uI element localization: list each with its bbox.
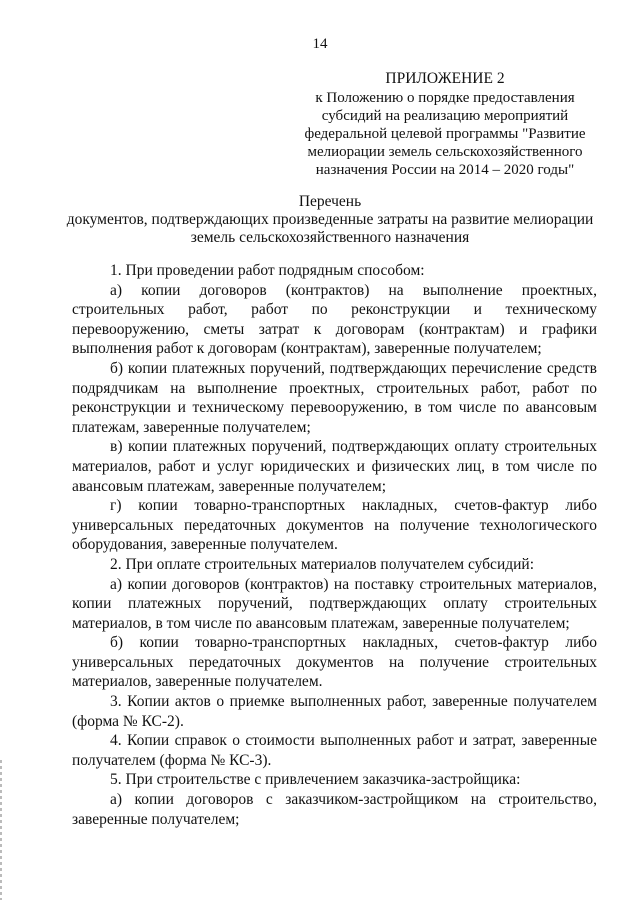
title-line-1: Перечень [298,193,362,210]
page-number: 14 [312,36,328,52]
paragraph-5a: а) копии договоров с заказчиком-застройщиком на строительство, заверенные получателем; [72,791,597,828]
paragraph-1a: а) копии договоров (контрактов) на выполнение проектных, строительных работ, работ по реконструкции и техническому перевооружению, сметы затрат к договорам (контрактам) и графики выполнения работ к договорам (контрактам), заверенные получателем; [72,281,597,358]
paragraph-2a: а) копии договоров (контрактов) на поставку строительных материалов, копии платежных поручений, подтверждающих оплату строительных материалов, в том числе по авансовым платежам, заверенные получателем; [72,575,597,632]
paragraph-5: 5. При строительстве с привлечением заказчика-застройщика: [110,771,521,789]
appendix-heading: ПРИЛОЖЕНИЕ 2 [385,70,505,87]
scan-edge-mark [0,760,2,900]
paragraph-1: 1. При проведении работ подрядным способом: [110,262,425,279]
paragraph-1d: г) копии товарно-транспортных накладных, счетов-фактур либо универсальных передаточных документов на получение технологического оборудования, заверенные получателем. [72,497,597,554]
paragraph-4: 4. Копии справок о стоимости выполненных работ и затрат, заверенные получателем (форма № КС-3). [72,732,597,769]
appendix-subtitle: к Положению о порядке предоставления субсидий на реализацию мероприятий федеральной целевой программы "Развитие мелиорации земель сельскохозяйственного назначения России на 2014 – 2020 годы" [304,90,586,178]
paragraph-3: 3. Копии актов о приемке выполненных работ, заверенные получателем (форма № КС-2). [72,693,597,730]
paragraph-2: 2. При оплате строительных материалов получателем субсидий: [110,555,535,573]
title-line-2: документов, подтверждающих произведенные затраты на развитие мелиорации земель сельскохозяйственного назначения [66,211,594,246]
paragraph-1c: в) копии платежных поручений, подтверждающих оплату строительных материалов, работ и услуг юридических и физических лиц, в том числе по авансовым платежам, заверенные получателем; [72,438,597,495]
paragraph-2b: б) копии товарно-транспортных накладных, счетов-фактур либо универсальных передаточных документов на получение строительных материалов, заверенные получателем. [72,634,597,691]
paragraph-1b: б) копии платежных поручений, подтверждающих перечисление средств подрядчикам на выполнение проектных, строительных работ, работ по реконструкции и техническому перевооружению, в том числе по авансовым платежам, заверенные получателем; [72,359,597,436]
appendix-block [295,70,595,179]
document-title [50,193,610,247]
document-body [72,261,597,829]
